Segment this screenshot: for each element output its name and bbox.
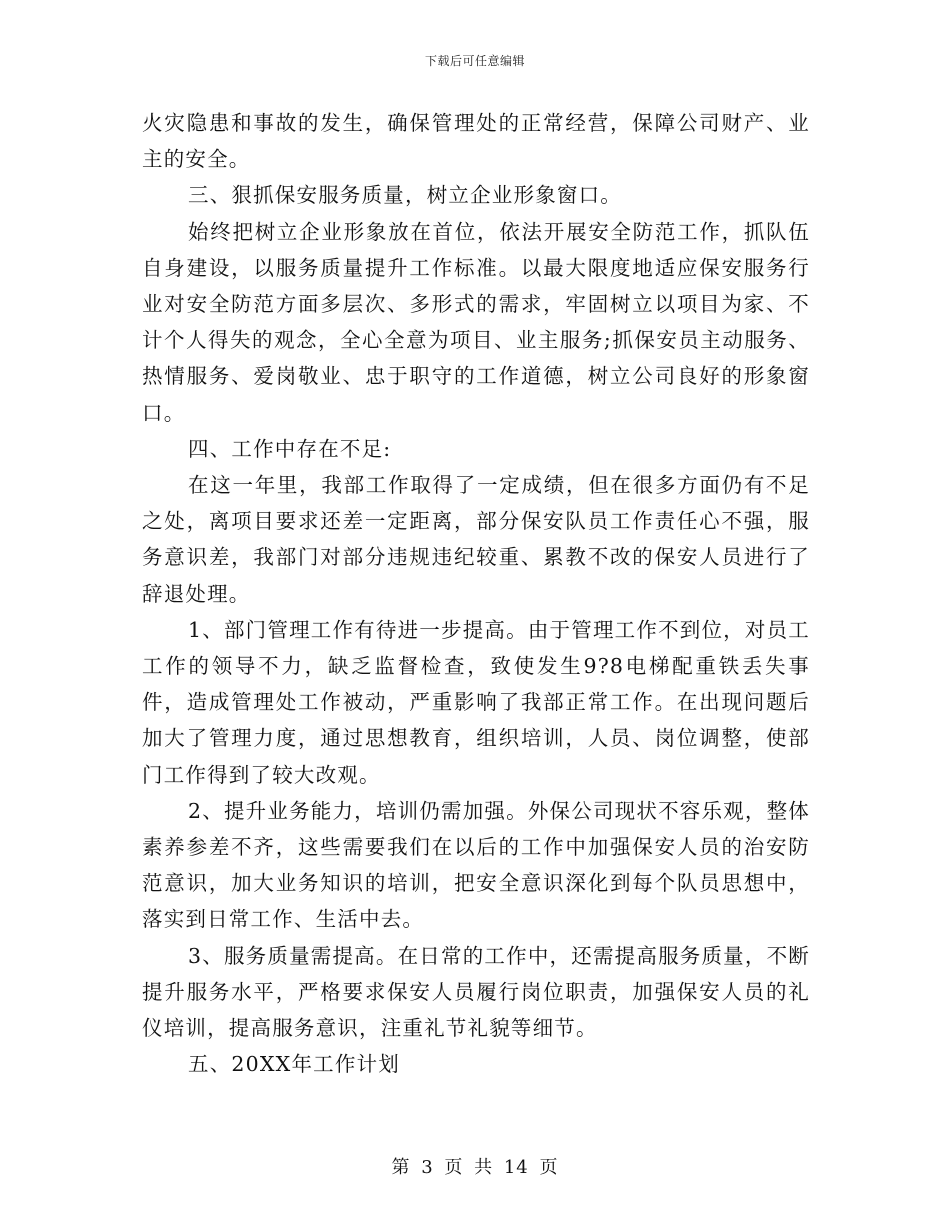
section-heading: 四、工作中存在不足:	[188, 436, 392, 461]
document-body	[142, 105, 810, 1082]
paragraph: 始终把树立企业形象放在首位，依法开展安全防范工作，抓队伍自身建设，以服务质量提升工作标准。以最大限度地适应保安服务行业对安全防范方面多层次、多形式的需求，牢固树立以项目为家、不计个人得失的观念，全心全意为项目、业主服务;抓保安员主动服务、热情服务、爱岗敬业、忠于职守的工作道德，树立公司良好的形象窗口。	[142, 219, 810, 425]
page-header: 下载后可任意编辑	[424, 54, 525, 68]
paragraph: 在这一年里，我部工作取得了一定成绩，但在很多方面仍有不足之处，离项目要求还差一定距离，部分保安队员工作责任心不强，服务意识差，我部门对部分违规违纪较重、累教不改的保安人员进行了辞退处理。	[142, 473, 810, 606]
paragraph: 火灾隐患和事故的发生，确保管理处的正常经营，保障公司财产、业主的安全。	[142, 111, 810, 172]
list-item: 3、服务质量需提高。在日常的工作中，还需提高服务质量，不断提升服务水平，严格要求保安人员履行岗位职责，加强保安人员的礼仪培训，提高服务意识，注重礼节礼貌等细节。	[142, 943, 810, 1041]
section-heading: 三、狠抓保安服务质量，树立企业形象窗口。	[188, 183, 622, 208]
page-number: 第 3 页 共 14 页	[391, 1157, 559, 1178]
section-heading: 五、20XX年工作计划	[188, 1052, 400, 1077]
list-item: 1、部门管理工作有待进一步提高。由于管理工作不到位，对员工工作的领导不力，缺乏监督检查，致使发生9?8电梯配重铁丢失事件，造成管理处工作被动，严重影响了我部正常工作。在出现问题后加大了管理力度，通过思想教育，组织培训，人员、岗位调整，使部门工作得到了较大改观。	[142, 617, 810, 787]
list-item: 2、提升业务能力，培训仍需加强。外保公司现状不容乐观，整体素养参差不齐，这些需要我们在以后的工作中加强保安人员的治安防范意识，加大业务知识的培训，把安全意识深化到每个队员思想中，落实到日常工作、生活中去。	[142, 798, 810, 932]
